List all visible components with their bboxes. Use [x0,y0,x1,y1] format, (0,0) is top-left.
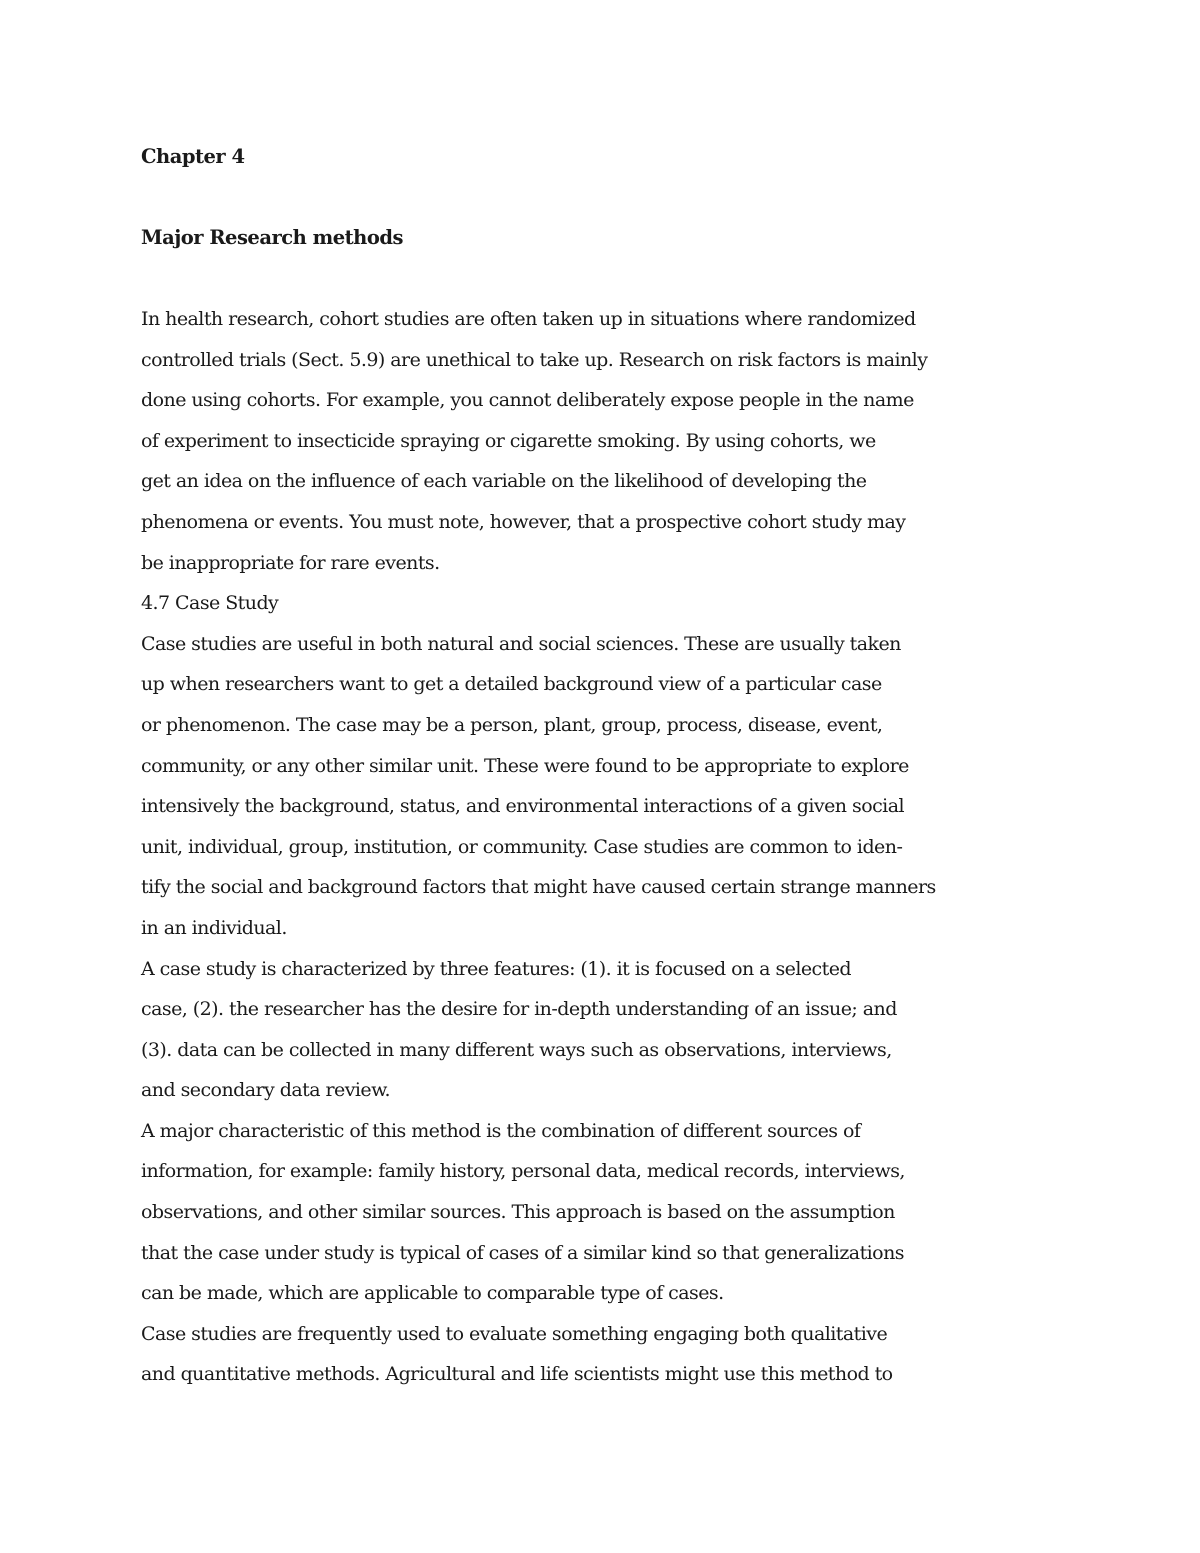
text-line: in an individual. [141,916,287,939]
text-line: case, (2). the researcher has the desire for in-depth understanding of an issue; and [141,998,897,1021]
text-line: and quantitative methods. Agricultural and life scientists might use this method to [141,1363,893,1386]
text-line: Case studies are frequently used to evaluate something engaging both qualitative [141,1322,888,1345]
subsection-heading: 4.7 Case Study [141,592,279,615]
text-line: and secondary data review. [141,1079,391,1102]
text-line: of experiment to insecticide spraying or cigarette smoking. By using cohorts, we [141,429,876,452]
text-line: tify the social and background factors that might have caused certain strange manners [141,876,936,899]
section-title: Major Research methods [141,226,403,249]
text-line: In health research, cohort studies are often taken up in situations where randomized [141,308,916,330]
document-content [141,137,1041,1395]
text-line: A case study is characterized by three features: (1). it is focused on a selected [141,957,852,980]
text-line: controlled trials (Sect. 5.9) are unethical to take up. Research on risk factors is mainly [141,348,928,371]
text-line: be inappropriate for rare events. [141,551,440,574]
text-line: get an idea on the influence of each variable on the likelihood of developing the [141,470,867,493]
text-line: unit, individual, group, institution, or community. Case studies are common to iden- [141,835,903,858]
text-line: observations, and other similar sources. This approach is based on the assumption [141,1201,895,1224]
text-line: done using cohorts. For example, you cannot deliberately expose people in the name [141,389,914,412]
text-line: (3). data can be collected in many different ways such as observations, interviews, [141,1038,892,1061]
text-line: or phenomenon. The case may be a person, plant, group, process, disease, event, [141,713,883,736]
text-line: can be made, which are applicable to comparable type of cases. [141,1282,724,1305]
text-line: community, or any other similar unit. These were found to be appropriate to explore [141,754,909,777]
text-line: information, for example: family history, personal data, medical records, interviews, [141,1160,905,1183]
text-line: A major characteristic of this method is the combination of different sources of [141,1119,861,1142]
body-text [141,299,1041,1395]
text-line: up when researchers want to get a detailed background view of a particular case [141,673,882,696]
text-line: that the case under study is typical of cases of a similar kind so that generalizations [141,1241,904,1264]
text-line: phenomena or events. You must note, however, that a prospective cohort study may [141,510,906,533]
text-line: Case studies are useful in both natural and social sciences. These are usually taken [141,632,901,655]
text-line: intensively the background, status, and environmental interactions of a given social [141,795,904,818]
chapter-title: Chapter 4 [141,145,245,168]
